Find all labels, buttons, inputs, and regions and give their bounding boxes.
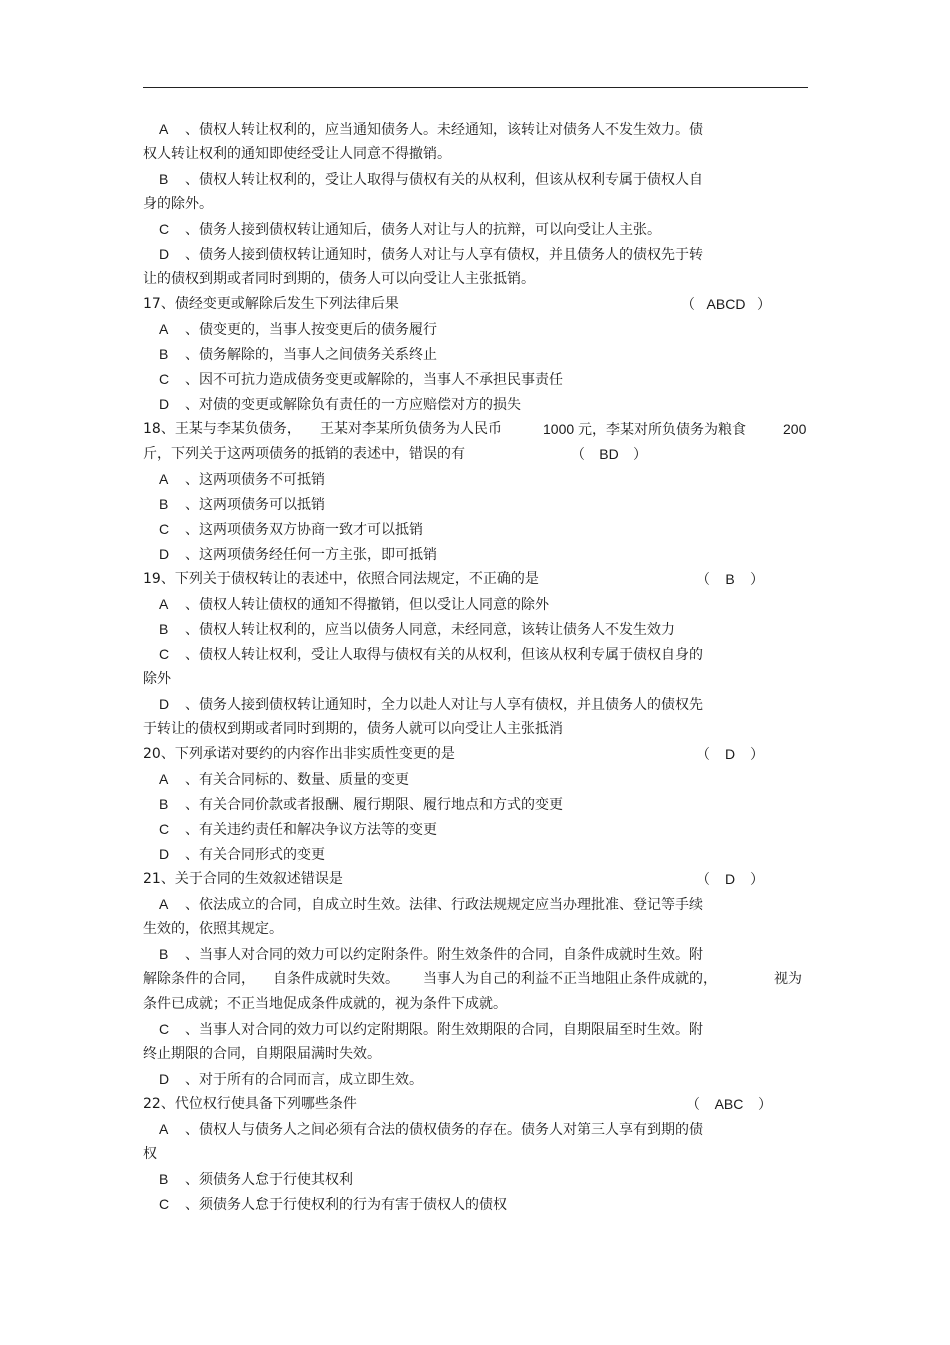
answer-key: （ BD ） (571, 446, 647, 463)
option-A: A 、债变更的，当事人按变更后的债务履行 (159, 321, 437, 338)
option-D: D 、有关合同形式的变更 (159, 846, 325, 863)
option-text-continued: 除外 (143, 671, 171, 687)
option-text-continued: 权 (143, 1146, 157, 1162)
option-D: D 、这两项债务经任何一方主张，即可抵销 (159, 546, 437, 563)
option-D: D 、债务人接到债权转让通知时，全力以赴人对让与人享有债权，并且债务人的债权先 (159, 696, 703, 713)
option-A: A 、依法成立的合同，自成立时生效。法律、行政法规规定应当办理批准、登记等手续 (159, 896, 703, 913)
question-text: 王某对李某所负债务为人民币 (320, 421, 502, 437)
option-B: B 、债权人转让权利的，受让人取得与债权有关的从权利，但该从权利专属于债权人自 (159, 171, 703, 188)
document-body (143, 117, 808, 1217)
option-B: B 、债务解除的，当事人之间债务关系终止 (159, 346, 437, 363)
header-rule (143, 87, 808, 88)
option-A: A 、有关合同标的、数量、质量的变更 (159, 771, 409, 788)
option-text-continued: 终止期限的合同，自期限届满时失效。 (143, 1046, 381, 1062)
question-text: 21、关于合同的生效叙述错误是 (143, 871, 343, 887)
option-text-continued: 让的债权到期或者同时到期的，债务人可以向受让人主张抵销。 (143, 271, 535, 287)
question-18 (143, 417, 808, 442)
option-A: A 、债权人转让债权的通知不得撤销，但以受让人同意的除外 (159, 596, 549, 613)
question-text: 1000 元，李某对所负债务为粮食 (543, 421, 747, 437)
question-text: 19、下列关于债权转让的表述中，依照合同法规定，不正确的是 (143, 571, 539, 587)
question-text: 20、下列承诺对要约的内容作出非实质性变更的是 (143, 746, 455, 762)
option-A: A 、债权人转让权利的，应当通知债务人。未经通知，该转让对债务人不发生效力。债 (159, 121, 703, 138)
option-text-continued: 条件已成就；不正当地促成条件成就的，视为条件下成就。 (143, 996, 507, 1012)
option-C: C 、因不可抗力造成债务变更或解除的，当事人不承担民事责任 (159, 371, 563, 388)
question-22 (143, 1092, 808, 1117)
question-text: 18、王某与李某负债务， (143, 421, 301, 437)
option-B: B 、这两项债务可以抵销 (159, 496, 325, 513)
question-text: 斤，下列关于这两项债务的抵销的表述中，错误的有 (143, 446, 465, 462)
option-C: C 、债权人转让权利，受让人取得与债权有关的从权利，但该从权利专属于债权自身的 (159, 646, 703, 663)
option-D: D 、对于所有的合同而言，成立即生效。 (159, 1071, 423, 1088)
question-text: 17、债经变更或解除后发生下列法律后果 (143, 296, 399, 312)
answer-key: （ ABC ） (686, 1096, 772, 1113)
option-B: B 、当事人对合同的效力可以约定附条件。附生效条件的合同，自条件成就时生效。附 (159, 946, 703, 963)
option-text-continued: 于转让的债权到期或者同时到期的，债务人就可以向受让人主张抵消 (143, 721, 563, 737)
option-D: D 、对债的变更或解除负有责任的一方应赔偿对方的损失 (159, 396, 521, 413)
option-A: A 、这两项债务不可抵销 (159, 471, 325, 488)
answer-key: （ ABCD ） (681, 296, 771, 313)
option-B: B 、有关合同价款或者报酬、履行期限、履行地点和方式的变更 (159, 796, 563, 813)
answer-key: （ B ） (696, 571, 764, 588)
question-19 (143, 567, 808, 592)
option-D: D 、债务人接到债权转让通知时，债务人对让与人享有债权，并且债务人的债权先于转 (159, 246, 703, 263)
question-text: 200 (783, 421, 807, 437)
option-text-continued: 生效的，依照其规定。 (143, 921, 283, 937)
answer-key: （ D ） (696, 746, 764, 763)
option-C: C 、须债务人怠于行使权利的行为有害于债权人的债权 (159, 1196, 507, 1213)
option-B: B 、债权人转让权利的，应当以债务人同意，未经同意，该转让债务人不发生效力 (159, 621, 675, 638)
question-17 (143, 292, 808, 317)
option-C: C 、当事人对合同的效力可以约定附期限。附生效期限的合同，自期限届至时生效。附 (159, 1021, 703, 1038)
option-text-continued: 权人转让权利的通知即使经受让人同意不得撤销。 (143, 146, 451, 162)
question-21 (143, 867, 808, 892)
option-text-continued: 身的除外。 (143, 196, 213, 212)
option-A: A 、债权人与债务人之间必须有合法的债权债务的存在。债务人对第三人享有到期的债 (159, 1121, 703, 1138)
answer-key: （ D ） (696, 871, 764, 888)
question-20 (143, 742, 808, 767)
option-B: B 、须债务人怠于行使其权利 (159, 1171, 353, 1188)
question-18-continued (143, 442, 808, 467)
option-C: C 、债务人接到债权转让通知后，债务人对让与人的抗辩，可以向受让人主张。 (159, 221, 661, 238)
option-text-continued: 解除条件的合同， 自条件成就时失效。 当事人为自己的利益不正当地阻止条件成就的， 视为 (143, 971, 802, 987)
option-C: C 、这两项债务双方协商一致才可以抵销 (159, 521, 423, 538)
question-text: 22、代位权行使具备下列哪些条件 (143, 1096, 357, 1112)
option-C: C 、有关违约责任和解决争议方法等的变更 (159, 821, 437, 838)
